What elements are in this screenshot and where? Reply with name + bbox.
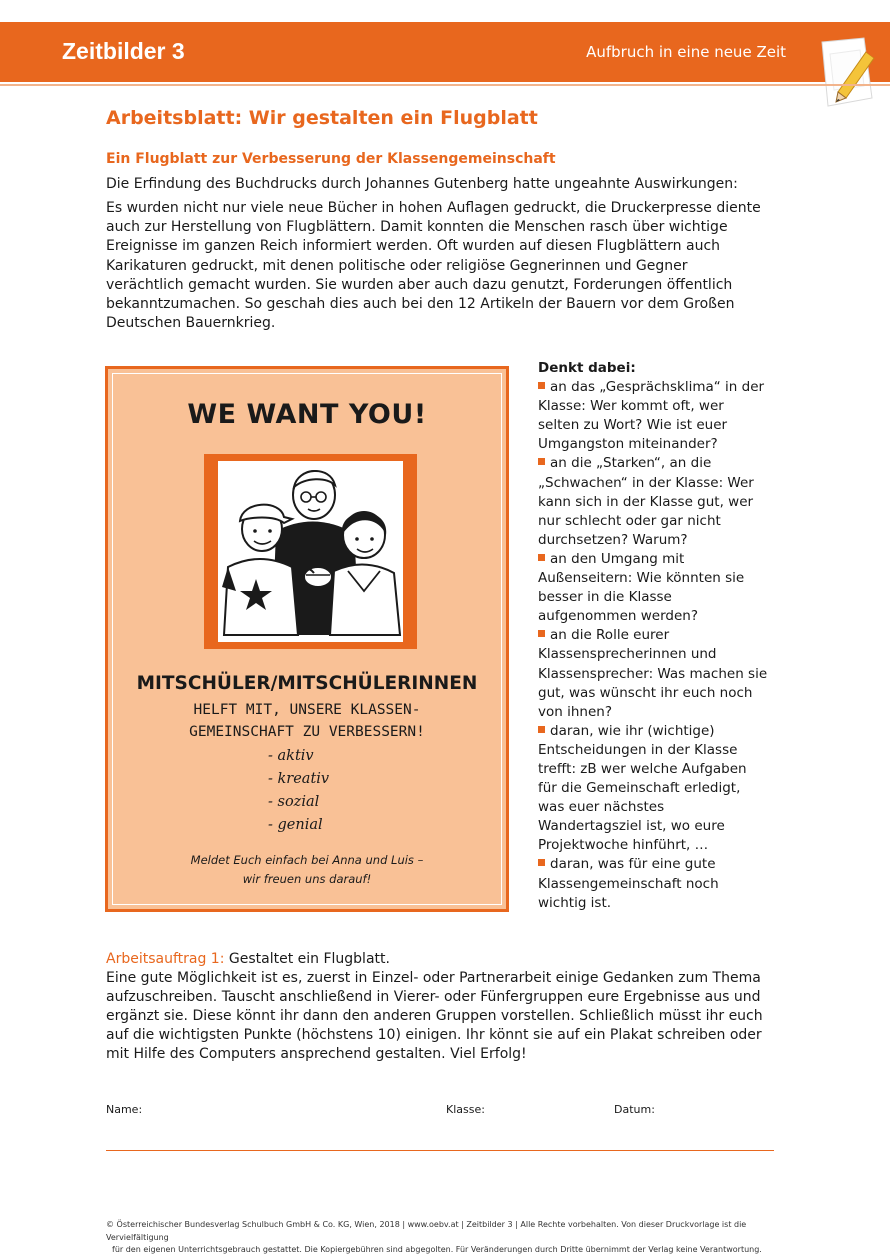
flyer-quality-item: - kreativ [268,771,330,787]
flyer-heading: MITSCHÜLER/MITSCHÜLERINNEN [136,673,478,694]
header-bar [0,22,890,82]
flyer-example [105,366,509,912]
writing-line [106,1150,774,1151]
hint-item: an die „Starken“, an die „Schwachen“ in der Klasse: Wer kann sich in der Klasse gut, wer nur schlecht oder gar nicht durchsetzen? Warum? [538,455,754,548]
worksheet-subtitle: Ein Flugblatt zur Verbesserung der Klassengemeinschaft [106,151,556,167]
body-paragraph [106,199,796,333]
hints-list [538,378,790,913]
bullet-square-icon [538,458,545,465]
bullet-square-icon [538,554,545,561]
task-heading-line [106,950,796,969]
body-line: auch zur Herstellung von Flugblättern. Damit konnten die Menschen rasch über wichtige [106,219,728,236]
bullet-square-icon [538,726,545,733]
footer-line: © Österreichischer Bundesverlag Schulbuch GmbH & Co. KG, Wien, 2018 | www.oebv.at | Zeitbilder 3 | Alle Rechte vorbehalten. Von dieser Druckvorlage ist die Vervielfältigung [106,1220,747,1242]
brand-title: Zeitbilder 3 [62,38,185,64]
hints-column [538,359,790,913]
flyer-appeal [108,699,506,743]
flyer-quality-item: - aktiv [268,748,314,764]
pencil-notepad-icon [816,36,880,118]
hint-item: an den Umgang mit Außenseitern: Wie könnten sie besser in die Klasse aufgenommen werden? [538,550,745,625]
flyer-quality-item: - sozial [268,794,320,810]
flyer-appeal-line: HELFT MIT, UNSERE KLASSEN- [193,702,421,718]
task-label: Arbeitsauftrag 1: [106,951,225,967]
header-divider [0,84,890,86]
body-line: Karikaturen gedruckt, mit denen politische oder religiöse Gegnerinnen und Gegner [106,257,688,274]
hint-item: an das „Gesprächsklima“ in der Klasse: Wer kommt oft, wer selten zu Wort? Wie ist euer Umgangston miteinander? [538,379,765,453]
bullet-square-icon [538,382,545,389]
bullet-square-icon [538,859,545,866]
body-line: Es wurden nicht nur viele neue Bücher in hohen Auflagen gedruckt, die Druckerpresse diente [106,200,761,216]
task-line: Eine gute Möglichkeit ist es, zuerst in Einzel- oder Partnerarbeit einige Gedanken zum Thema [106,970,761,986]
task-section [106,950,796,1064]
flyer-qualities-list [268,745,329,837]
body-line: bekanntzumachen. So geschah dies auch bei den 12 Artikeln der Bauern vor dem Großen [106,296,735,313]
task-line: mit Hilfe des Computers ansprechend gestalten. Viel Erfolg! [106,1046,527,1062]
chapter-title: Aufbruch in eine neue Zeit [586,43,786,61]
body-line: verächtlich gemacht wurden. Sie wurden aber auch dazu genutzt, Forderungen öffentlich [106,276,733,293]
hint-item: daran, wie ihr (wichtige) Entscheidungen in der Klasse trefft: zB wer welche Aufgaben für die Gemeinschaft erledigt, was euer nächstes Wandertagsziel ist, wo eure Projektwoche hinführt, … [538,722,747,854]
bullet-square-icon [538,630,545,637]
footer-line: für den eigenen Unterrichtsgebrauch gestattet. Die Kopiergebühren sind abgegolten. Für Veränderungen durch Dritte übernimmt der Verlag keine Verantwortung. [112,1245,762,1254]
class-field-label: Klasse: [446,1103,485,1116]
flyer-contact-line: wir freuen uns darauf! [242,872,372,886]
hint-item: an die Rolle eurer Klassensprecherinnen und Klassensprecher: Was machen sie gut, was wünscht ihr euch noch von ihnen? [538,627,768,720]
three-students-illustration [204,454,417,649]
task-line: auf die wichtigsten Punkte (höchstens 10) einigen. Ihr könnt sie auf ein Plakat schreiben oder [106,1027,762,1043]
body-line: Ereignisse im ganzen Reich informiert werden. Oft wurden auf diesen Flugblättern auch [106,238,721,255]
copyright-footer [106,1219,796,1257]
flyer-contact [108,851,506,889]
date-field-label: Datum: [614,1103,655,1116]
hint-item: daran, was für eine gute Klassengemeinschaft noch wichtig ist. [538,856,719,911]
task-instruction: Gestaltet ein Flugblatt. [228,951,390,967]
intro-paragraph: Die Erfindung des Buchdrucks durch Johannes Gutenberg hatte ungeahnte Auswirkungen: [106,176,738,192]
body-line: Deutschen Bauernkrieg. [106,315,276,332]
task-line: aufzuschreiben. Tauscht anschließend in Vierer- oder Fünfergruppen eure Ergebnisse aus und [106,989,761,1005]
hints-title: Denkt dabei: [538,360,636,376]
name-field-label: Name: [106,1103,143,1116]
flyer-quality-item: - genial [268,817,323,833]
flyer-appeal-line: GEMEINSCHAFT ZU VERBESSERN! [189,724,425,740]
flyer-contact-line: Meldet Euch einfach bei Anna und Luis – [190,853,424,867]
worksheet-title: Arbeitsblatt: Wir gestalten ein Flugblatt [106,107,538,129]
flyer-headline: WE WANT YOU! [187,399,427,430]
task-line: ergänzt sie. Diese könnt ihr dann den anderen Gruppen vorstellen. Schließlich müsst ihr euch [106,1008,763,1024]
